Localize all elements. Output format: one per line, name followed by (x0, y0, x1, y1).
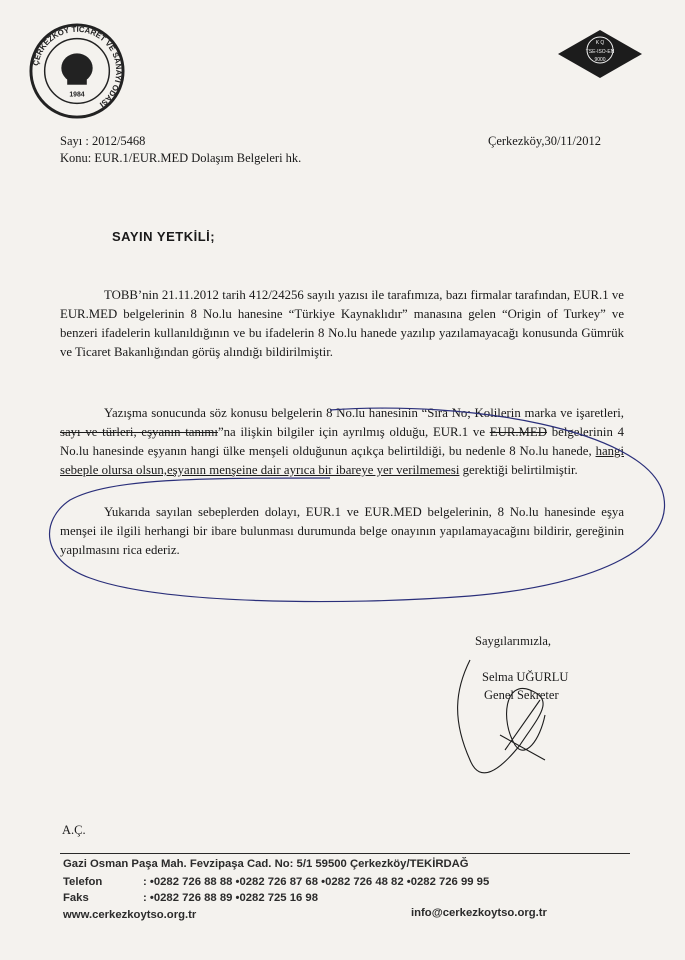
signatory-role: Genel Sekreter (484, 688, 559, 702)
footer-website[interactable]: www.cerkezkoytso.org.tr (63, 909, 197, 921)
reference-number: Sayı : 2012/5468 (60, 134, 146, 148)
paragraph-1-text: TOBB’nin 21.11.2012 tarih 412/24256 sayılı yazısı ile tarafımıza, bazı firmalar tarafından, EUR.1 ve EUR.MED belgelerinin 8 No.lu hanesine “Türkiye Kaynaklıdır” manasına gelen “Origin of Turkey” ve benzeri ifadelerin kullanıldığının ve bu ifadelerin 8 No.lu hanede yazılıp yazılamayacağı konusunda Gümrük ve Ticaret Bakanlığından görüş alındığı bildirilmiştir. (60, 288, 624, 359)
paragraph-3-text: Yukarıda sayılan sebeplerden dolayı, EUR.1 ve EUR.MED belgelerinin, 8 No.lu hanesinde eşya menşei ile ilgili herhangi bir ibare bulunması durumunda belge onayının yapılamayacağını bildirir, gereğinin yapılmasını rica ederiz. (60, 505, 624, 557)
paragraph-2-struck-eurmed: EUR.MED (489, 425, 547, 439)
fax-numbers: : •0282 726 88 89 •0282 725 16 98 (143, 892, 319, 904)
iso-certification-logo (556, 28, 644, 80)
paragraph-1 (60, 286, 624, 362)
footer-divider (60, 853, 630, 854)
phone-numbers: : •0282 726 88 88 •0282 726 87 68 •0282 726 48 82 •0282 726 99 95 (143, 876, 490, 888)
paragraph-2-text-g: gerektiği belirtilmiştir. (459, 463, 578, 477)
cc-note: A.Ç. (62, 823, 86, 837)
fax-label: Faks (63, 892, 89, 904)
iso-line-1: TSE-ISO-EN (585, 49, 615, 55)
paragraph-2 (60, 404, 624, 480)
paragraph-2-underlined-text: hangi sebeple olursa olsun,eşyanın menşeine dair ayrıca bir ibareye yer verilmemesi (60, 444, 624, 477)
document-date: Çerkezköy,30/11/2012 (488, 134, 601, 148)
phone-label: Telefon (63, 876, 103, 888)
footer-phone-row (63, 876, 489, 888)
seal-year: 1984 (69, 91, 85, 99)
seal-ring-text: ÇERKEZKÖY TİCARET VE SANAYİ ODASI (31, 24, 124, 110)
closing-greeting: Saygılarımızla, (475, 634, 552, 648)
paragraph-2-text-c: ”na ilişkin bilgiler için ayrılmış olduğu, EUR.1 ve (217, 425, 490, 439)
paragraph-3 (60, 503, 624, 560)
footer-email[interactable]: info@cerkezkoytso.org.tr (411, 907, 547, 919)
paragraph-2-text-a: Yazışma sonucunda söz konusu belgelerin 8 No.lu hanesinin “Sıra No; Kolilerin marka ve işaretleri, (104, 406, 624, 420)
footer-fax-row (63, 892, 318, 904)
svg-text:K Q: K Q (595, 40, 605, 46)
paragraph-2-text-e: belgelerinin 4 No.lu hanesinde eşyanın hangi ülke menşeli olduğunun açıkça belirtildiği, bu nedenle 8 No.lu hanede, (60, 425, 625, 458)
salutation: SAYIN YETKİLİ; (112, 229, 216, 244)
subject-line: Konu: EUR.1/EUR.MED Dolaşım Belgeleri hk. (60, 151, 302, 165)
iso-line-2: 9000 (594, 57, 606, 63)
signatory-name: Selma UĞURLU (482, 670, 569, 684)
paragraph-2-struck-text: sayı ve türleri, eşyanın tanımı (60, 425, 218, 439)
chamber-seal-logo (28, 22, 126, 120)
footer-address: Gazi Osman Paşa Mah. Fevzipaşa Cad. No: 5/1 59500 Çerkezköy/TEKİRDAĞ (63, 858, 469, 870)
